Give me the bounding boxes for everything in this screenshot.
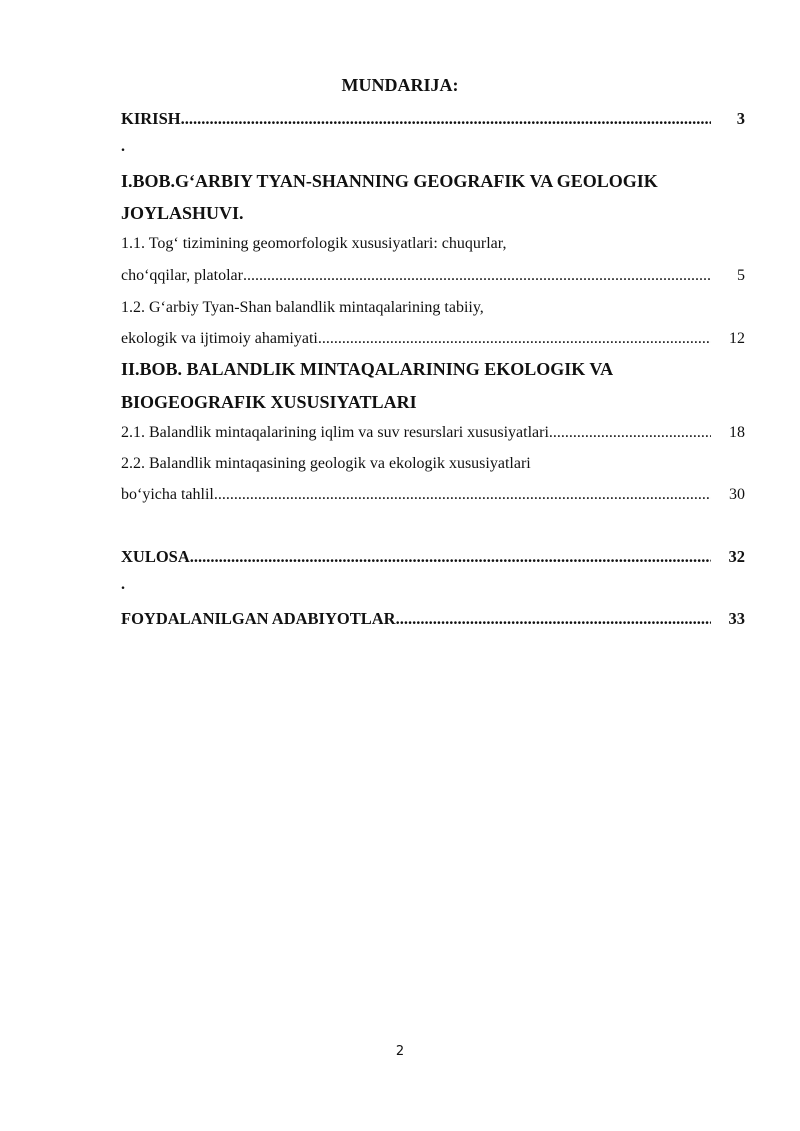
toc-chapter-1-line-2[interactable] — [121, 202, 745, 224]
toc-entry-adabiyotlar[interactable] — [121, 608, 745, 630]
dot-leader — [318, 328, 711, 350]
toc-entry-xulosa[interactable] — [121, 546, 745, 568]
toc-entry-kirish[interactable] — [121, 108, 745, 130]
toc-section-1-1-line-2[interactable] — [121, 265, 745, 287]
toc-chapter-text: JOYLASHUVI. — [121, 203, 244, 223]
toc-section-text: 2.2. Balandlik mintaqasining geologik va ekologik xususiyatlari — [121, 455, 531, 472]
toc-section-text: bo‘yicha tahlil — [121, 486, 214, 503]
toc-entry-page: 5 — [737, 267, 745, 284]
toc-entry-page: 12 — [729, 330, 745, 347]
toc-entry-page: 18 — [729, 424, 745, 441]
dot-leader — [549, 422, 711, 444]
toc-entry-text: KIRISH — [121, 109, 181, 128]
toc-chapter-text: BIOGEOGRAFIK XUSUSIYATLARI — [121, 392, 417, 412]
dot-leader — [181, 108, 711, 130]
toc-section-2-1[interactable] — [121, 422, 745, 444]
toc-section-2-2-line-1[interactable] — [121, 453, 745, 475]
dot-leader — [190, 546, 711, 568]
toc-entry-text: XULOSA — [121, 547, 190, 566]
stray-dot: . — [121, 576, 125, 593]
toc-section-text: cho‘qqilar, platolar — [121, 267, 243, 284]
toc-entry-page: 30 — [729, 486, 745, 503]
toc-section-1-2-line-2[interactable] — [121, 328, 745, 350]
toc-chapter-text: II.BOB. BALANDLIK MINTAQALARINING EKOLOGIK VA — [121, 359, 614, 379]
dot-leader — [243, 265, 711, 287]
toc-chapter-1-line-1[interactable] — [121, 170, 745, 192]
toc-section-text: 2.1. Balandlik mintaqalarining iqlim va suv resurslari xususiyatlari — [121, 424, 549, 441]
toc-chapter-2-line-1[interactable] — [121, 358, 745, 380]
page-number: 2 — [395, 1044, 405, 1059]
toc-section-1-2-line-1[interactable] — [121, 297, 745, 319]
toc-section-text: 1.2. G‘arbiy Tyan-Shan balandlik mintaqalarining tabiiy, — [121, 299, 484, 316]
toc-section-2-2-line-2[interactable] — [121, 484, 745, 506]
toc-entry-page: 33 — [728, 609, 745, 628]
dot-leader — [214, 484, 711, 506]
stray-dot: . — [121, 138, 125, 155]
toc-section-text: ekologik va ijtimoiy ahamiyati — [121, 330, 318, 347]
toc-entry-text: FOYDALANILGAN ADABIYOTLAR — [121, 609, 396, 628]
dot-leader — [396, 608, 711, 630]
toc-section-text: 1.1. Tog‘ tizimining geomorfologik xususiyatlari: chuqurlar, — [121, 235, 507, 252]
toc-title: MUNDARIJA: — [341, 75, 459, 95]
toc-chapter-text: I.BOB.G‘ARBIY TYAN-SHANNING GEOGRAFIK VA GEOLOGIK — [121, 171, 658, 191]
toc-section-1-1-line-1[interactable] — [121, 233, 745, 255]
toc-chapter-2-line-2[interactable] — [121, 391, 745, 413]
toc-entry-page: 32 — [728, 547, 745, 566]
toc-entry-page: 3 — [736, 109, 745, 128]
